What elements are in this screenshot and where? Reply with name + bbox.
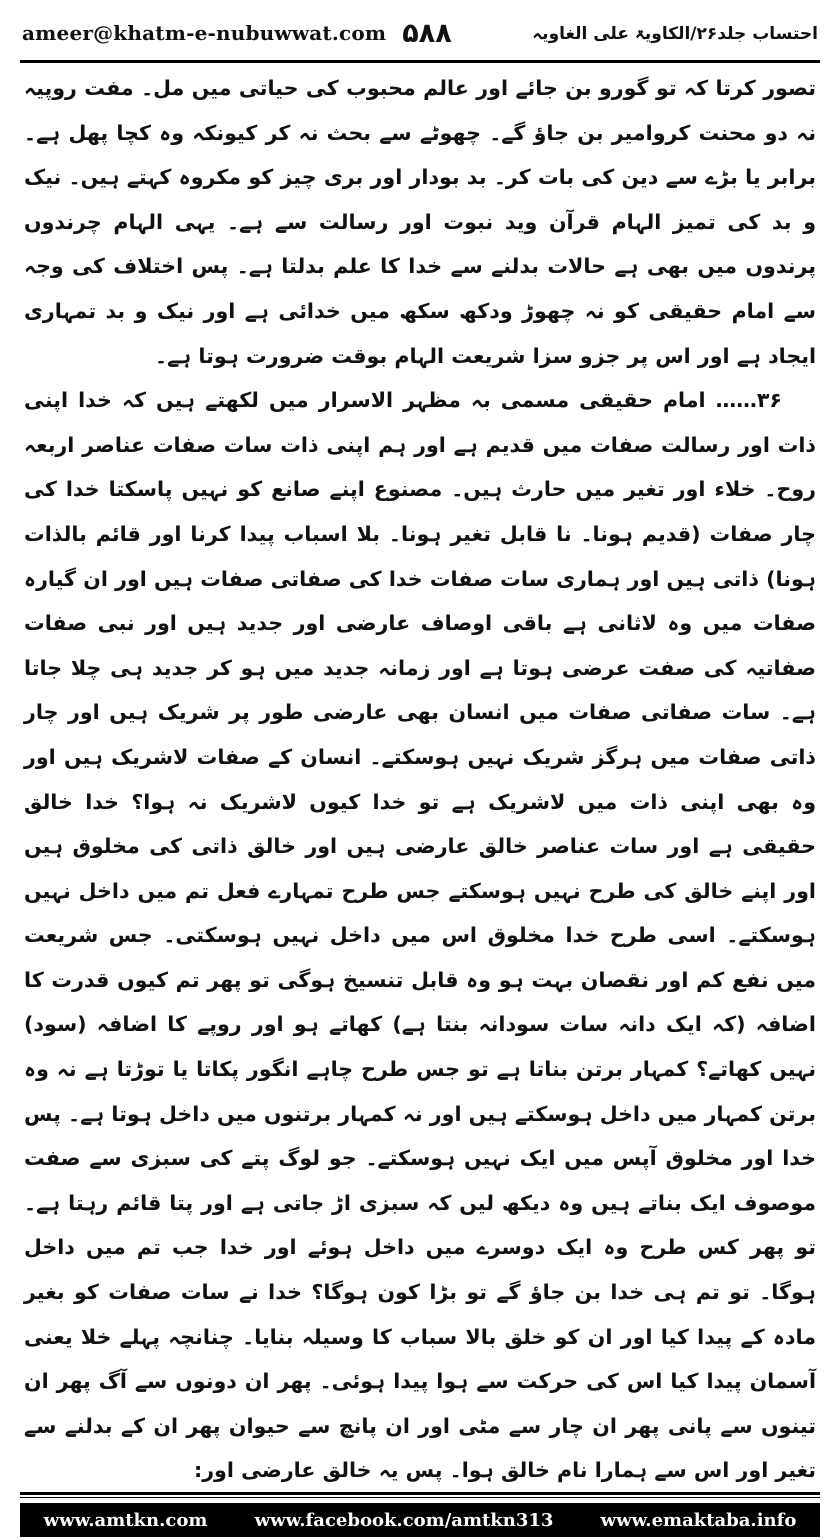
page-body <box>24 66 816 1483</box>
footer-link-facebook: www.facebook.com/amtkn313 <box>254 1509 554 1531</box>
paragraph: ۳۶…… امام حقیقی مسمی بہ مظہر الاسرار میں لکھتے ہیں کہ خدا اپنی ذات اور رسالت صفات میں قدیم ہے اور ہم اپنی ذات سات صفات عناصر اربعہ روح۔ خلاء اور تغیر میں حارث ہیں۔ مصنوع اپنے صانع کو نہیں پاسکتا خدا کی چار صفات (قدیم ہونا۔ نا قابل تغیر ہونا۔ بلا اسباب پیدا کرنا اور قائم بالذات ہونا) ذاتی ہیں اور ہماری سات صفات خدا کی صفاتی صفات ہیں اور ان گیارہ صفات میں وہ لاثانی ہے باقی اوصاف عارضی اور جدید ہیں اور نبی صفات صفاتیہ کی صفت عرضی ہوتا ہے اور زمانہ جدید میں ہو کر جدید ہی چلا جاتا ہے۔ سات صفاتی صفات میں انسان بھی عارضی طور پر شریک ہیں اور چار ذاتی صفات میں ہرگز شریک نہیں ہوسکتے۔ انسان کے صفات لاشریک ہیں اور وہ بھی اپنی ذات میں لاشریک ہے تو خدا کیوں لاشریک نہ ہوا؟ خدا خالق حقیقی ہے اور سات عناصر خالق عارضی ہیں اور خالق ذاتی کی مخلوق ہیں اور اپنے خالق کی طرح نہیں ہوسکتے جس طرح تمہارے فعل تم میں داخل نہیں ہوسکتے۔ اسی طرح خدا مخلوق اس میں داخل نہیں ہوسکتی۔ جس شریعت میں نفع کم اور نقصان بہت ہو وہ قابل تنسیخ ہوگی تو پھر تم کیوں قدرت کا اضافہ (کہ ایک دانہ سات سودانہ بنتا ہے) کھاتے ہو اور روپے کا اضافہ (سود) نہیں کھاتے؟ کمہار برتن بناتا ہے تو جس طرح چاہے انگور پکاتا یا توڑتا ہے نہ وہ برتن کمہار میں داخل ہوسکتے ہیں اور نہ کمہار برتنوں میں داخل ہوتا ہے۔ پس خدا اور مخلوق آپس میں ایک نہیں ہوسکتے۔ جو لوگ پتے کی سبزی سے صفت موصوف ایک بناتے ہیں وہ دیکھ لیں کہ سبزی اڑ جاتی ہے اور پتا قائم رہتا ہے۔ تو پھر کس طرح وہ ایک دوسرے میں داخل ہوئے اور خدا جب تم میں داخل ہوگا۔ تو تم ہی خدا بن جاؤ گے تو بڑا کون ہوگا؟ خدا نے سات صفات کو بغیر مادہ کے پیدا کیا اور ان کو خلق بالا سباب کا وسیلہ بنایا۔ چنانچہ پہلے خلا یعنی آسمان پیدا کیا اس کی حرکت سے ہوا پیدا ہوئی۔ پھر ان دونوں سے آگ پھر ان تینوں سے پانی پھر ان چار سے مٹی اور ان پانچ سے حیوان پھر ان کے بدلنے سے تغیر اور اس سے ہمارا نام خالق ہوا۔ پس یہ خالق عارضی اور: <box>24 388 816 1483</box>
footer-bar <box>20 1503 820 1537</box>
book-title: احتساب جلد۲۶/الکاویۃ علی الغاویہ <box>532 23 818 44</box>
header-rule <box>20 60 820 63</box>
footer-link-amtkn: www.amtkn.com <box>43 1509 208 1531</box>
header-left <box>22 18 452 49</box>
page-header <box>22 10 818 56</box>
footer-link-emaktaba: www.emaktaba.info <box>600 1509 797 1531</box>
page-number: ۵۸۸ <box>402 17 452 49</box>
paragraph: تصور کرتا کہ تو گورو بن جائے اور عالم محبوب کی حیاتی میں مل۔ مفت روپیہ نہ دو محنت کروامیر بن جاؤ گے۔ چھوٹے سے بحث نہ کر کیونکہ وہ کچا پھل ہے۔ برابر یا بڑے سے دین کی بات کر۔ بد بودار اور بری چیز کو مکروہ کہتے ہیں۔ نیک و بد کی تمیز الہام قرآن وید نبوت اور رسالت سے ہے۔ یہی الہام چرندوں پرندوں میں بھی ہے حالات بدلنے سے خدا کا علم بدلتا ہے۔ پس اختلاف کی وجہ سے امام حقیقی کو نہ چھوڑ ودکھ سکھ میں خدائی ہے اور نیک و بد تمہاری ایجاد ہے اور اس پر جزو سزا شریعت الہام بوقت ضرورت ہوتا ہے۔ <box>24 76 816 368</box>
footer-rule <box>20 1492 820 1495</box>
header-email: ameer@khatm-e-nubuwwat.com <box>22 21 387 45</box>
footer-rule-thin <box>20 1497 820 1498</box>
